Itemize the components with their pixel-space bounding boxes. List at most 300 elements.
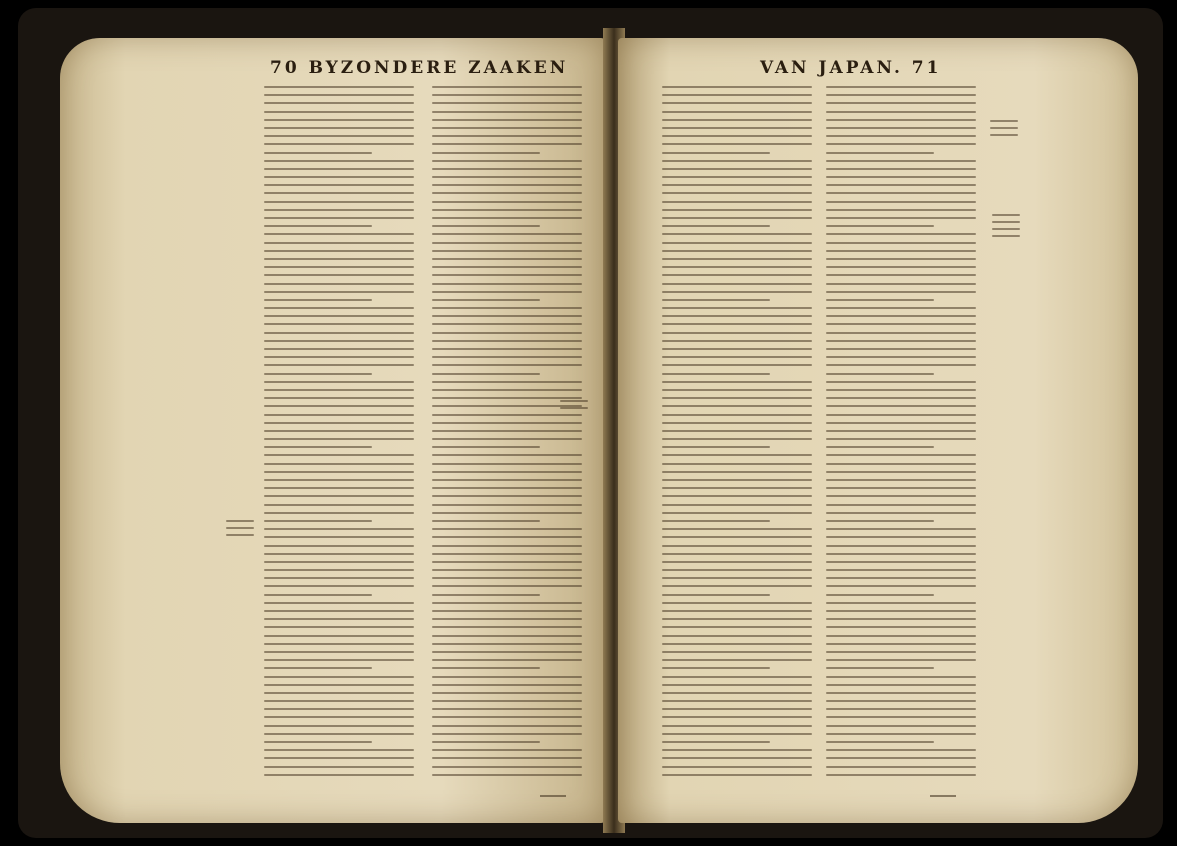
text-line (264, 160, 414, 162)
text-line (662, 635, 812, 637)
text-line (432, 94, 582, 96)
text-line (432, 184, 582, 186)
text-line (432, 152, 540, 154)
text-line (432, 135, 582, 137)
text-line (662, 258, 812, 260)
text-line (432, 463, 582, 465)
text-line (432, 119, 582, 121)
text-line (432, 332, 582, 334)
text-line (264, 741, 372, 743)
text-line (826, 716, 976, 718)
text-line (432, 340, 582, 342)
text-line (826, 561, 976, 563)
text-line (264, 512, 414, 514)
text-line (432, 716, 582, 718)
text-line (264, 299, 372, 301)
text-line (662, 397, 812, 399)
text-line (662, 602, 812, 604)
text-line (432, 553, 582, 555)
text-line (264, 217, 414, 219)
text-line (432, 495, 582, 497)
text-line (662, 348, 812, 350)
text-line (264, 463, 414, 465)
left-column-1 (264, 86, 414, 782)
text-line (826, 307, 976, 309)
text-line (432, 577, 582, 579)
text-line (826, 364, 976, 366)
text-line (826, 545, 976, 547)
text-line (662, 332, 812, 334)
text-line (826, 446, 934, 448)
text-line (432, 545, 582, 547)
text-line (432, 430, 582, 432)
text-line (826, 708, 976, 710)
text-line (264, 676, 414, 678)
text-line (264, 225, 372, 227)
text-line (826, 266, 976, 268)
text-line (662, 659, 812, 661)
text-line (264, 561, 414, 563)
text-line (432, 676, 582, 678)
text-line (662, 700, 812, 702)
text-line (826, 86, 976, 88)
text-line (264, 667, 372, 669)
text-line (826, 438, 976, 440)
text-line (264, 127, 414, 129)
text-line (662, 651, 812, 653)
text-line (432, 643, 582, 645)
text-line (432, 561, 582, 563)
text-line (826, 479, 976, 481)
text-line (264, 201, 414, 203)
text-line (432, 626, 582, 628)
text-line (662, 250, 812, 252)
text-line (662, 512, 812, 514)
left-margin-note (226, 520, 254, 541)
text-line (826, 585, 976, 587)
text-line (264, 307, 414, 309)
text-line (662, 307, 812, 309)
text-line (264, 528, 414, 530)
text-line (662, 135, 812, 137)
text-line (264, 348, 414, 350)
text-line (662, 315, 812, 317)
text-line (662, 618, 812, 620)
text-line (826, 553, 976, 555)
text-line (662, 356, 812, 358)
text-line (662, 381, 812, 383)
text-line (826, 135, 976, 137)
text-line (432, 618, 582, 620)
text-line (264, 643, 414, 645)
text-line (264, 315, 414, 317)
text-line (826, 766, 976, 768)
text-line (432, 741, 540, 743)
text-line (432, 127, 582, 129)
text-line (264, 266, 414, 268)
text-line (432, 102, 582, 104)
text-line (264, 495, 414, 497)
text-line (662, 364, 812, 366)
text-line (432, 512, 582, 514)
text-line (432, 250, 582, 252)
text-line (264, 520, 372, 522)
text-line (662, 111, 812, 113)
text-line (826, 504, 976, 506)
text-line (826, 692, 976, 694)
text-line (432, 307, 582, 309)
text-line (662, 299, 770, 301)
text-line (662, 430, 812, 432)
text-line (264, 323, 414, 325)
text-line (662, 209, 812, 211)
text-line (264, 708, 414, 710)
text-line (826, 323, 976, 325)
right-page-header: VAN JAPAN. 71 (760, 58, 942, 78)
text-line (432, 364, 582, 366)
text-line (264, 618, 414, 620)
text-line (662, 536, 812, 538)
text-line (264, 184, 414, 186)
text-line (432, 438, 582, 440)
text-line (826, 659, 976, 661)
text-line (826, 405, 976, 407)
text-line (662, 274, 812, 276)
text-line (826, 176, 976, 178)
text-line (264, 577, 414, 579)
text-line (662, 667, 770, 669)
text-line (264, 716, 414, 718)
text-line (826, 635, 976, 637)
text-line (264, 553, 414, 555)
text-line (264, 454, 414, 456)
text-line (264, 332, 414, 334)
text-line (432, 487, 582, 489)
text-line (662, 528, 812, 530)
text-line (432, 454, 582, 456)
text-line (264, 176, 414, 178)
text-line (264, 250, 414, 252)
text-line (432, 692, 582, 694)
text-line (432, 348, 582, 350)
text-line (432, 258, 582, 260)
text-line (264, 364, 414, 366)
text-line (662, 438, 812, 440)
text-line (662, 405, 812, 407)
text-line (662, 323, 812, 325)
text-line (264, 692, 414, 694)
text-line (432, 602, 582, 604)
text-line (826, 422, 976, 424)
text-line (264, 242, 414, 244)
text-line (662, 471, 812, 473)
text-line (264, 430, 414, 432)
text-line (662, 741, 770, 743)
text-line (264, 94, 414, 96)
text-line (432, 651, 582, 653)
text-line (826, 684, 976, 686)
text-line (662, 626, 812, 628)
text-line (432, 700, 582, 702)
text-line (826, 217, 976, 219)
text-line (662, 283, 812, 285)
text-line (826, 725, 976, 727)
text-line (264, 414, 414, 416)
left-catchword (540, 795, 566, 797)
text-line (826, 299, 934, 301)
text-line (662, 291, 812, 293)
text-line (826, 389, 976, 391)
text-line (264, 152, 372, 154)
text-line (826, 528, 976, 530)
text-line (826, 430, 976, 432)
text-line (432, 176, 582, 178)
text-line (432, 774, 582, 776)
text-line (432, 160, 582, 162)
text-line (432, 389, 582, 391)
text-line (432, 291, 582, 293)
text-line (662, 160, 812, 162)
text-line (432, 520, 540, 522)
text-line (826, 258, 976, 260)
text-line (826, 291, 976, 293)
left-column-2 (432, 86, 582, 782)
text-line (662, 553, 812, 555)
text-line (264, 192, 414, 194)
text-line (264, 569, 414, 571)
text-line (432, 504, 582, 506)
text-line (264, 594, 372, 596)
text-line (662, 708, 812, 710)
text-line (432, 766, 582, 768)
text-line (264, 389, 414, 391)
text-line (264, 610, 414, 612)
left-page-header: 70 BYZONDERE ZAAKEN (270, 58, 569, 78)
text-line (432, 635, 582, 637)
text-line (264, 291, 414, 293)
text-line (264, 405, 414, 407)
text-line (264, 700, 414, 702)
left-inner-margin-note (560, 400, 588, 414)
text-line (662, 585, 812, 587)
text-line (826, 471, 976, 473)
text-line (432, 471, 582, 473)
right-column-1 (662, 86, 812, 782)
text-line (826, 340, 976, 342)
text-line (662, 643, 812, 645)
text-line (264, 725, 414, 727)
text-line (432, 422, 582, 424)
text-line (662, 561, 812, 563)
text-line (662, 774, 812, 776)
text-line (662, 422, 812, 424)
text-line (662, 127, 812, 129)
text-line (432, 192, 582, 194)
text-line (432, 659, 582, 661)
text-line (264, 135, 414, 137)
text-line (264, 397, 414, 399)
text-line (264, 536, 414, 538)
text-line (264, 446, 372, 448)
text-line (662, 520, 770, 522)
text-line (264, 422, 414, 424)
text-line (432, 323, 582, 325)
text-line (662, 676, 812, 678)
right-margin-note-1 (990, 120, 1018, 141)
text-line (264, 209, 414, 211)
text-line (432, 168, 582, 170)
text-line (662, 692, 812, 694)
text-line (826, 667, 934, 669)
text-line (264, 438, 414, 440)
text-line (432, 373, 540, 375)
text-line (432, 283, 582, 285)
text-line (264, 373, 372, 375)
text-line (264, 283, 414, 285)
text-line (432, 569, 582, 571)
text-line (826, 373, 934, 375)
text-line (662, 716, 812, 718)
text-line (432, 725, 582, 727)
text-line (432, 274, 582, 276)
text-line (826, 250, 976, 252)
text-line (264, 471, 414, 473)
text-line (432, 233, 582, 235)
text-line (264, 504, 414, 506)
text-line (826, 192, 976, 194)
text-line (264, 766, 414, 768)
text-line (826, 381, 976, 383)
text-line (264, 340, 414, 342)
text-line (264, 684, 414, 686)
text-line (662, 340, 812, 342)
text-line (264, 356, 414, 358)
text-line (826, 520, 934, 522)
text-line (826, 569, 976, 571)
text-line (662, 577, 812, 579)
text-line (826, 676, 976, 678)
right-margin-note-2 (992, 214, 1020, 242)
text-line (264, 585, 414, 587)
text-line (662, 184, 812, 186)
text-line (662, 495, 812, 497)
text-line (432, 708, 582, 710)
text-line (662, 102, 812, 104)
text-line (826, 774, 976, 776)
text-line (662, 192, 812, 194)
text-line (432, 397, 582, 399)
text-line (662, 233, 812, 235)
text-line (826, 143, 976, 145)
text-line (662, 487, 812, 489)
text-line (826, 160, 976, 162)
text-line (432, 733, 582, 735)
text-line (826, 209, 976, 211)
text-line (826, 618, 976, 620)
text-line (264, 602, 414, 604)
text-line (662, 463, 812, 465)
text-line (826, 201, 976, 203)
text-line (826, 119, 976, 121)
text-line (662, 225, 770, 227)
text-line (432, 749, 582, 751)
text-line (662, 168, 812, 170)
text-line (826, 749, 976, 751)
text-line (826, 594, 934, 596)
text-line (264, 545, 414, 547)
text-line (826, 700, 976, 702)
text-line (826, 487, 976, 489)
text-line (662, 373, 770, 375)
text-line (826, 102, 976, 104)
text-line (432, 536, 582, 538)
text-line (662, 757, 812, 759)
text-line (264, 102, 414, 104)
text-line (826, 626, 976, 628)
text-line (264, 111, 414, 113)
text-line (432, 684, 582, 686)
text-line (662, 610, 812, 612)
text-line (264, 86, 414, 88)
text-line (826, 152, 934, 154)
text-line (826, 315, 976, 317)
text-line (826, 602, 976, 604)
text-line (264, 749, 414, 751)
text-line (826, 233, 976, 235)
text-line (662, 143, 812, 145)
text-line (826, 348, 976, 350)
text-line (826, 397, 976, 399)
text-line (662, 766, 812, 768)
text-line (826, 495, 976, 497)
text-line (662, 217, 812, 219)
text-line (826, 242, 976, 244)
text-line (432, 201, 582, 203)
text-line (662, 94, 812, 96)
text-line (662, 242, 812, 244)
text-line (264, 626, 414, 628)
text-line (826, 225, 934, 227)
text-line (264, 659, 414, 661)
text-line (432, 585, 582, 587)
text-line (432, 479, 582, 481)
text-line (264, 143, 414, 145)
text-line (264, 651, 414, 653)
text-line (432, 86, 582, 88)
text-line (432, 528, 582, 530)
text-line (662, 454, 812, 456)
text-line (264, 233, 414, 235)
text-line (432, 143, 582, 145)
text-line (264, 774, 414, 776)
text-line (826, 332, 976, 334)
text-line (826, 610, 976, 612)
text-line (826, 283, 976, 285)
text-line (662, 414, 812, 416)
text-line (432, 299, 540, 301)
right-column-2 (826, 86, 976, 782)
text-line (264, 487, 414, 489)
text-line (826, 184, 976, 186)
text-line (662, 266, 812, 268)
text-line (826, 356, 976, 358)
text-line (826, 536, 976, 538)
text-line (432, 242, 582, 244)
text-line (264, 381, 414, 383)
text-line (432, 209, 582, 211)
text-line (826, 94, 976, 96)
text-line (432, 594, 540, 596)
